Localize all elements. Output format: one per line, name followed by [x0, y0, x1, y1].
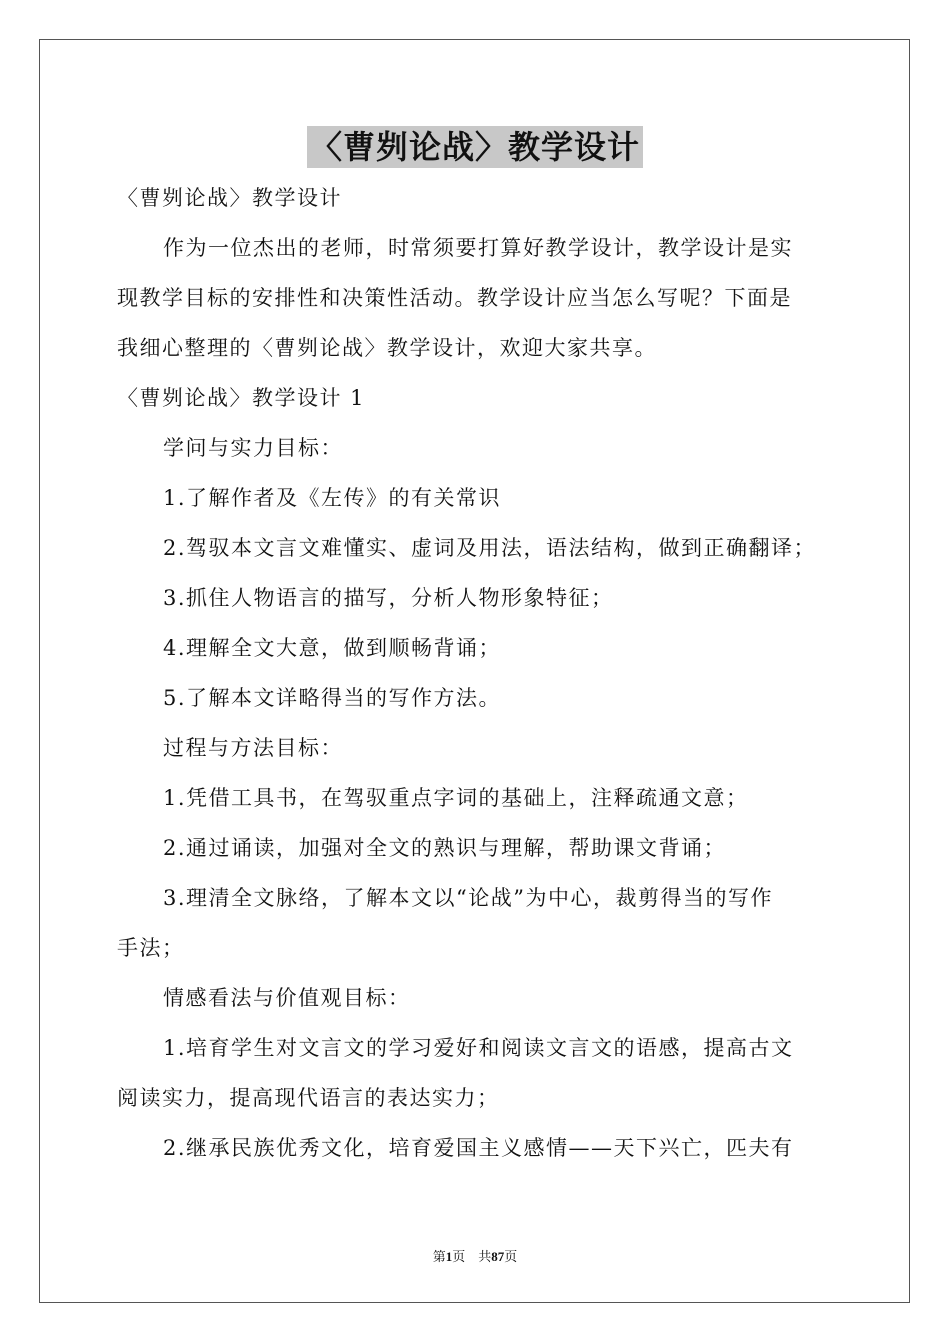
list-item: 5.了解本文详略得当的写作方法。 [163, 686, 502, 710]
list-item: 3.理清全文脉络，了解本文以“论战”为中心，裁剪得当的写作 [163, 886, 774, 910]
subsection-heading: 过程与方法目标： [163, 736, 343, 760]
list-item: 3.抓住人物语言的描写，分析人物形象特征； [163, 586, 614, 610]
list-item: 1.了解作者及《左传》的有关常识 [163, 486, 502, 510]
subtitle-line: 〈曹刿论战〉教学设计 [117, 186, 342, 210]
section-heading: 〈曹刿论战〉教学设计 1 [117, 386, 366, 410]
title-container [0, 126, 950, 168]
list-item: 2.驾驭本文言文难懂实、虚词及用法，语法结构，做到正确翻译； [163, 536, 817, 560]
list-item: 4.理解全文大意，做到顺畅背诵； [163, 636, 502, 660]
paragraph-line: 现教学目标的安排性和决策性活动。教学设计应当怎么写呢？下面是 [117, 286, 792, 310]
list-item: 2.继承民族优秀文化，培育爱国主义感情——天下兴亡，匹夫有 [163, 1136, 794, 1160]
page-footer [0, 1248, 950, 1266]
subsection-heading: 学问与实力目标： [163, 436, 343, 460]
page-prefix: 第 [432, 1249, 446, 1264]
total-suffix: 页 [504, 1249, 518, 1264]
paragraph-line: 作为一位杰出的老师，时常须要打算好教学设计，教学设计是实 [163, 236, 793, 260]
page-number: 1 [445, 1249, 453, 1264]
list-item-continuation: 手法； [117, 936, 185, 960]
list-item: 1.培育学生对文言文的学习爱好和阅读文言文的语感，提高古文 [163, 1036, 794, 1060]
subsection-heading: 情感看法与价值观目标： [163, 986, 411, 1010]
list-item: 2.通过诵读，加强对全文的熟识与理解，帮助课文背诵； [163, 836, 727, 860]
page-suffix: 页 [452, 1249, 466, 1264]
total-prefix: 共 [478, 1249, 492, 1264]
paragraph-line: 我细心整理的〈曹刿论战〉教学设计，欢迎大家共享。 [117, 336, 657, 360]
total-pages: 87 [491, 1249, 505, 1264]
list-item-continuation: 阅读实力，提高现代语言的表达实力； [117, 1086, 500, 1110]
page-border [39, 39, 910, 1303]
document-title: 〈曹刿论战〉教学设计 [307, 126, 643, 168]
list-item: 1.凭借工具书，在驾驭重点字词的基础上，注释疏通文意； [163, 786, 749, 810]
